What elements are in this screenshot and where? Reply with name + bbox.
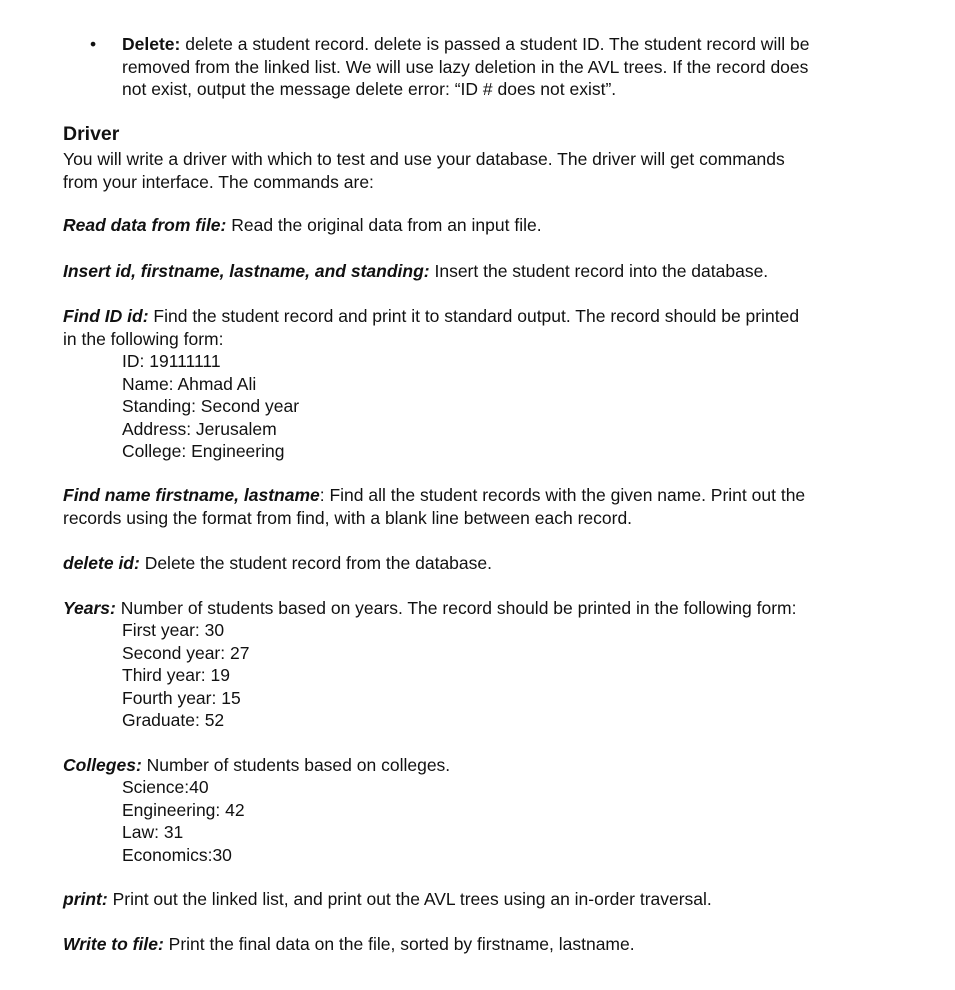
command-find-id xyxy=(63,305,898,350)
delete-bullet-term: Delete: xyxy=(122,34,181,54)
find-id-example-line: Address: Jerusalem xyxy=(122,418,277,439)
command-find-id-line2: in the following form: xyxy=(63,328,224,349)
command-write-text: Print the final data on the file, sorted by firstname, lastname. xyxy=(163,934,635,954)
command-insert-text: Insert the student record into the database. xyxy=(429,261,769,281)
colleges-example xyxy=(122,776,622,866)
driver-heading: Driver xyxy=(63,123,120,145)
driver-intro xyxy=(63,148,898,193)
find-id-example-line: College: Engineering xyxy=(122,441,285,461)
delete-bullet-text xyxy=(122,33,897,101)
find-id-example-line: ID: 19111111 xyxy=(122,351,221,371)
delete-bullet-line3: not exist, output the message delete error: “ID # does not exist”. xyxy=(122,79,617,99)
command-find-id-line1: Find the student record and print it to standard output. The record should be printed xyxy=(148,306,800,326)
command-find-name xyxy=(63,484,898,529)
command-write-term: Write to file: xyxy=(63,934,164,954)
command-read-text: Read the original data from an input file. xyxy=(226,215,542,235)
command-write xyxy=(63,933,898,956)
command-years-term: Years: xyxy=(63,598,116,618)
command-find-name-line1: : Find all the student records with the given name. Print out the xyxy=(319,485,806,505)
delete-bullet-line2: removed from the linked list. We will use lazy deletion in the AVL trees. If the record does xyxy=(122,56,809,77)
years-example-line: Third year: 19 xyxy=(122,665,230,685)
colleges-example-line: Economics:30 xyxy=(122,844,232,865)
command-print-text: Print out the linked list, and print out the AVL trees using an in-order traversal. xyxy=(107,889,712,909)
driver-intro-line2: from your interface. The commands are: xyxy=(63,171,374,192)
command-insert-term: Insert id, firstname, lastname, and standing: xyxy=(63,261,430,281)
years-example-line: Fourth year: 15 xyxy=(122,687,241,708)
years-example-line: Graduate: 52 xyxy=(122,710,225,730)
driver-intro-line1: You will write a driver with which to test and use your database. The driver will get commands xyxy=(63,149,785,169)
command-find-name-line2: records using the format from find, with a blank line between each record. xyxy=(63,507,633,528)
command-find-name-term: Find name firstname, lastname xyxy=(63,485,320,505)
colleges-example-line: Science:40 xyxy=(122,777,209,797)
command-colleges xyxy=(63,754,898,777)
command-print-term: print: xyxy=(63,889,108,909)
command-delete xyxy=(63,552,898,575)
colleges-example-line: Law: 31 xyxy=(122,822,184,842)
command-years xyxy=(63,597,898,620)
find-id-example-line: Standing: Second year xyxy=(122,396,300,416)
command-colleges-text: Number of students based on colleges. xyxy=(141,755,451,775)
bullet-dot: • xyxy=(90,34,97,54)
find-id-example xyxy=(122,350,622,463)
years-example-line: First year: 30 xyxy=(122,620,225,640)
command-read xyxy=(63,214,898,237)
command-colleges-term: Colleges: xyxy=(63,755,142,775)
delete-bullet-line1: delete a student record. delete is passed a student ID. The student record will be xyxy=(180,34,810,54)
command-years-text: Number of students based on years. The record should be printed in the following form: xyxy=(115,598,797,618)
years-example-line: Second year: 27 xyxy=(122,642,250,663)
colleges-example-line: Engineering: 42 xyxy=(122,799,245,820)
find-id-example-line: Name: Ahmad Ali xyxy=(122,373,257,394)
command-delete-text: Delete the student record from the database. xyxy=(139,553,492,573)
command-delete-term: delete id: xyxy=(63,553,140,573)
years-example xyxy=(122,619,622,732)
command-find-id-term: Find ID id: xyxy=(63,306,149,326)
command-print xyxy=(63,888,898,911)
command-read-term: Read data from file: xyxy=(63,215,227,235)
command-insert xyxy=(63,260,898,283)
